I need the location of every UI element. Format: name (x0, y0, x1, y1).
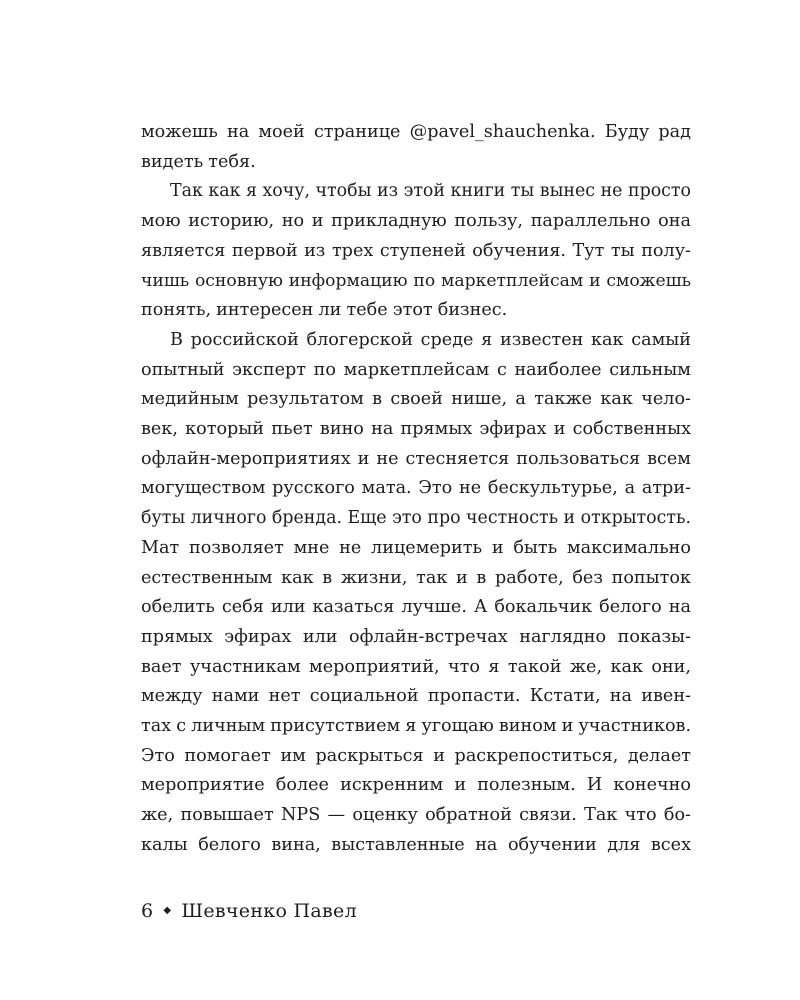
text-line: тах с личным присутствием я угощаю вином и участников. (141, 716, 692, 737)
text-line: могуществом русского мата. Это не бескультурье, а атри- (141, 478, 691, 499)
text-line: является первой из трех ступеней обучения. Тут ты полу- (141, 240, 691, 261)
text-line: вает участникам мероприятий, что я такой же, как они, (141, 656, 691, 677)
paragraph-2 (141, 177, 691, 326)
text-line: мероприятие более искренним и полезным. И конечно (141, 775, 691, 796)
paragraph-3 (141, 326, 691, 861)
author-name: Шевченко Павел (181, 900, 357, 922)
text-line: можешь на моей странице @pavel_shauchenka. Буду рад (141, 122, 691, 142)
text-line: прямых эфирах или офлайн-встречах наглядно показы- (141, 626, 691, 647)
text-line: Так как я хочу, чтобы из этой книги ты вынес не просто (170, 181, 691, 202)
page-number: 6 (141, 900, 154, 922)
text-line: век, который пьет вино на прямых эфирах и собственных (141, 419, 691, 440)
text-line: калы белого вина, выставленные на обучении для всех (141, 834, 691, 855)
text-line: Мат позволяет мне не лицемерить и быть максимально (141, 537, 691, 558)
page-body (141, 118, 691, 861)
text-line: естественным как в жизни, так и в работе, без попыток (141, 567, 691, 588)
text-line: опытный эксперт по маркетплейсам с наиболее сильным (141, 359, 691, 380)
text-line: чишь основную информацию по маркетплейсам и сможешь (141, 270, 691, 291)
text-line: медийным результатом в своей нише, а также как чело- (141, 389, 691, 410)
page-footer (141, 900, 357, 922)
text-line: же, повышает NPS — оценку обратной связи. Так что бо- (141, 805, 691, 826)
text-line: понять, интересен ли тебе этот бизнес. (141, 300, 508, 321)
paragraph-1 (141, 118, 691, 177)
text-line: В российской блогерской среде я известен как самый (170, 329, 691, 350)
text-line: Это помогает им раскрыться и раскрепоститься, делает (141, 745, 691, 766)
text-line: мою историю, но и прикладную пользу, параллельно она (141, 211, 691, 232)
text-line: обелить себя или казаться лучше. А бокальчик белого на (141, 597, 691, 618)
text-line: буты личного бренда. Еще это про честность и открытость. (141, 508, 691, 529)
text-line: видеть тебя. (141, 151, 256, 172)
diamond-bullet-icon: ◆ (163, 904, 172, 916)
text-line: офлайн-мероприятиях и не стесняется пользоваться всем (141, 448, 691, 469)
text-line: между нами нет социальной пропасти. Кстати, на ивен- (141, 686, 691, 707)
